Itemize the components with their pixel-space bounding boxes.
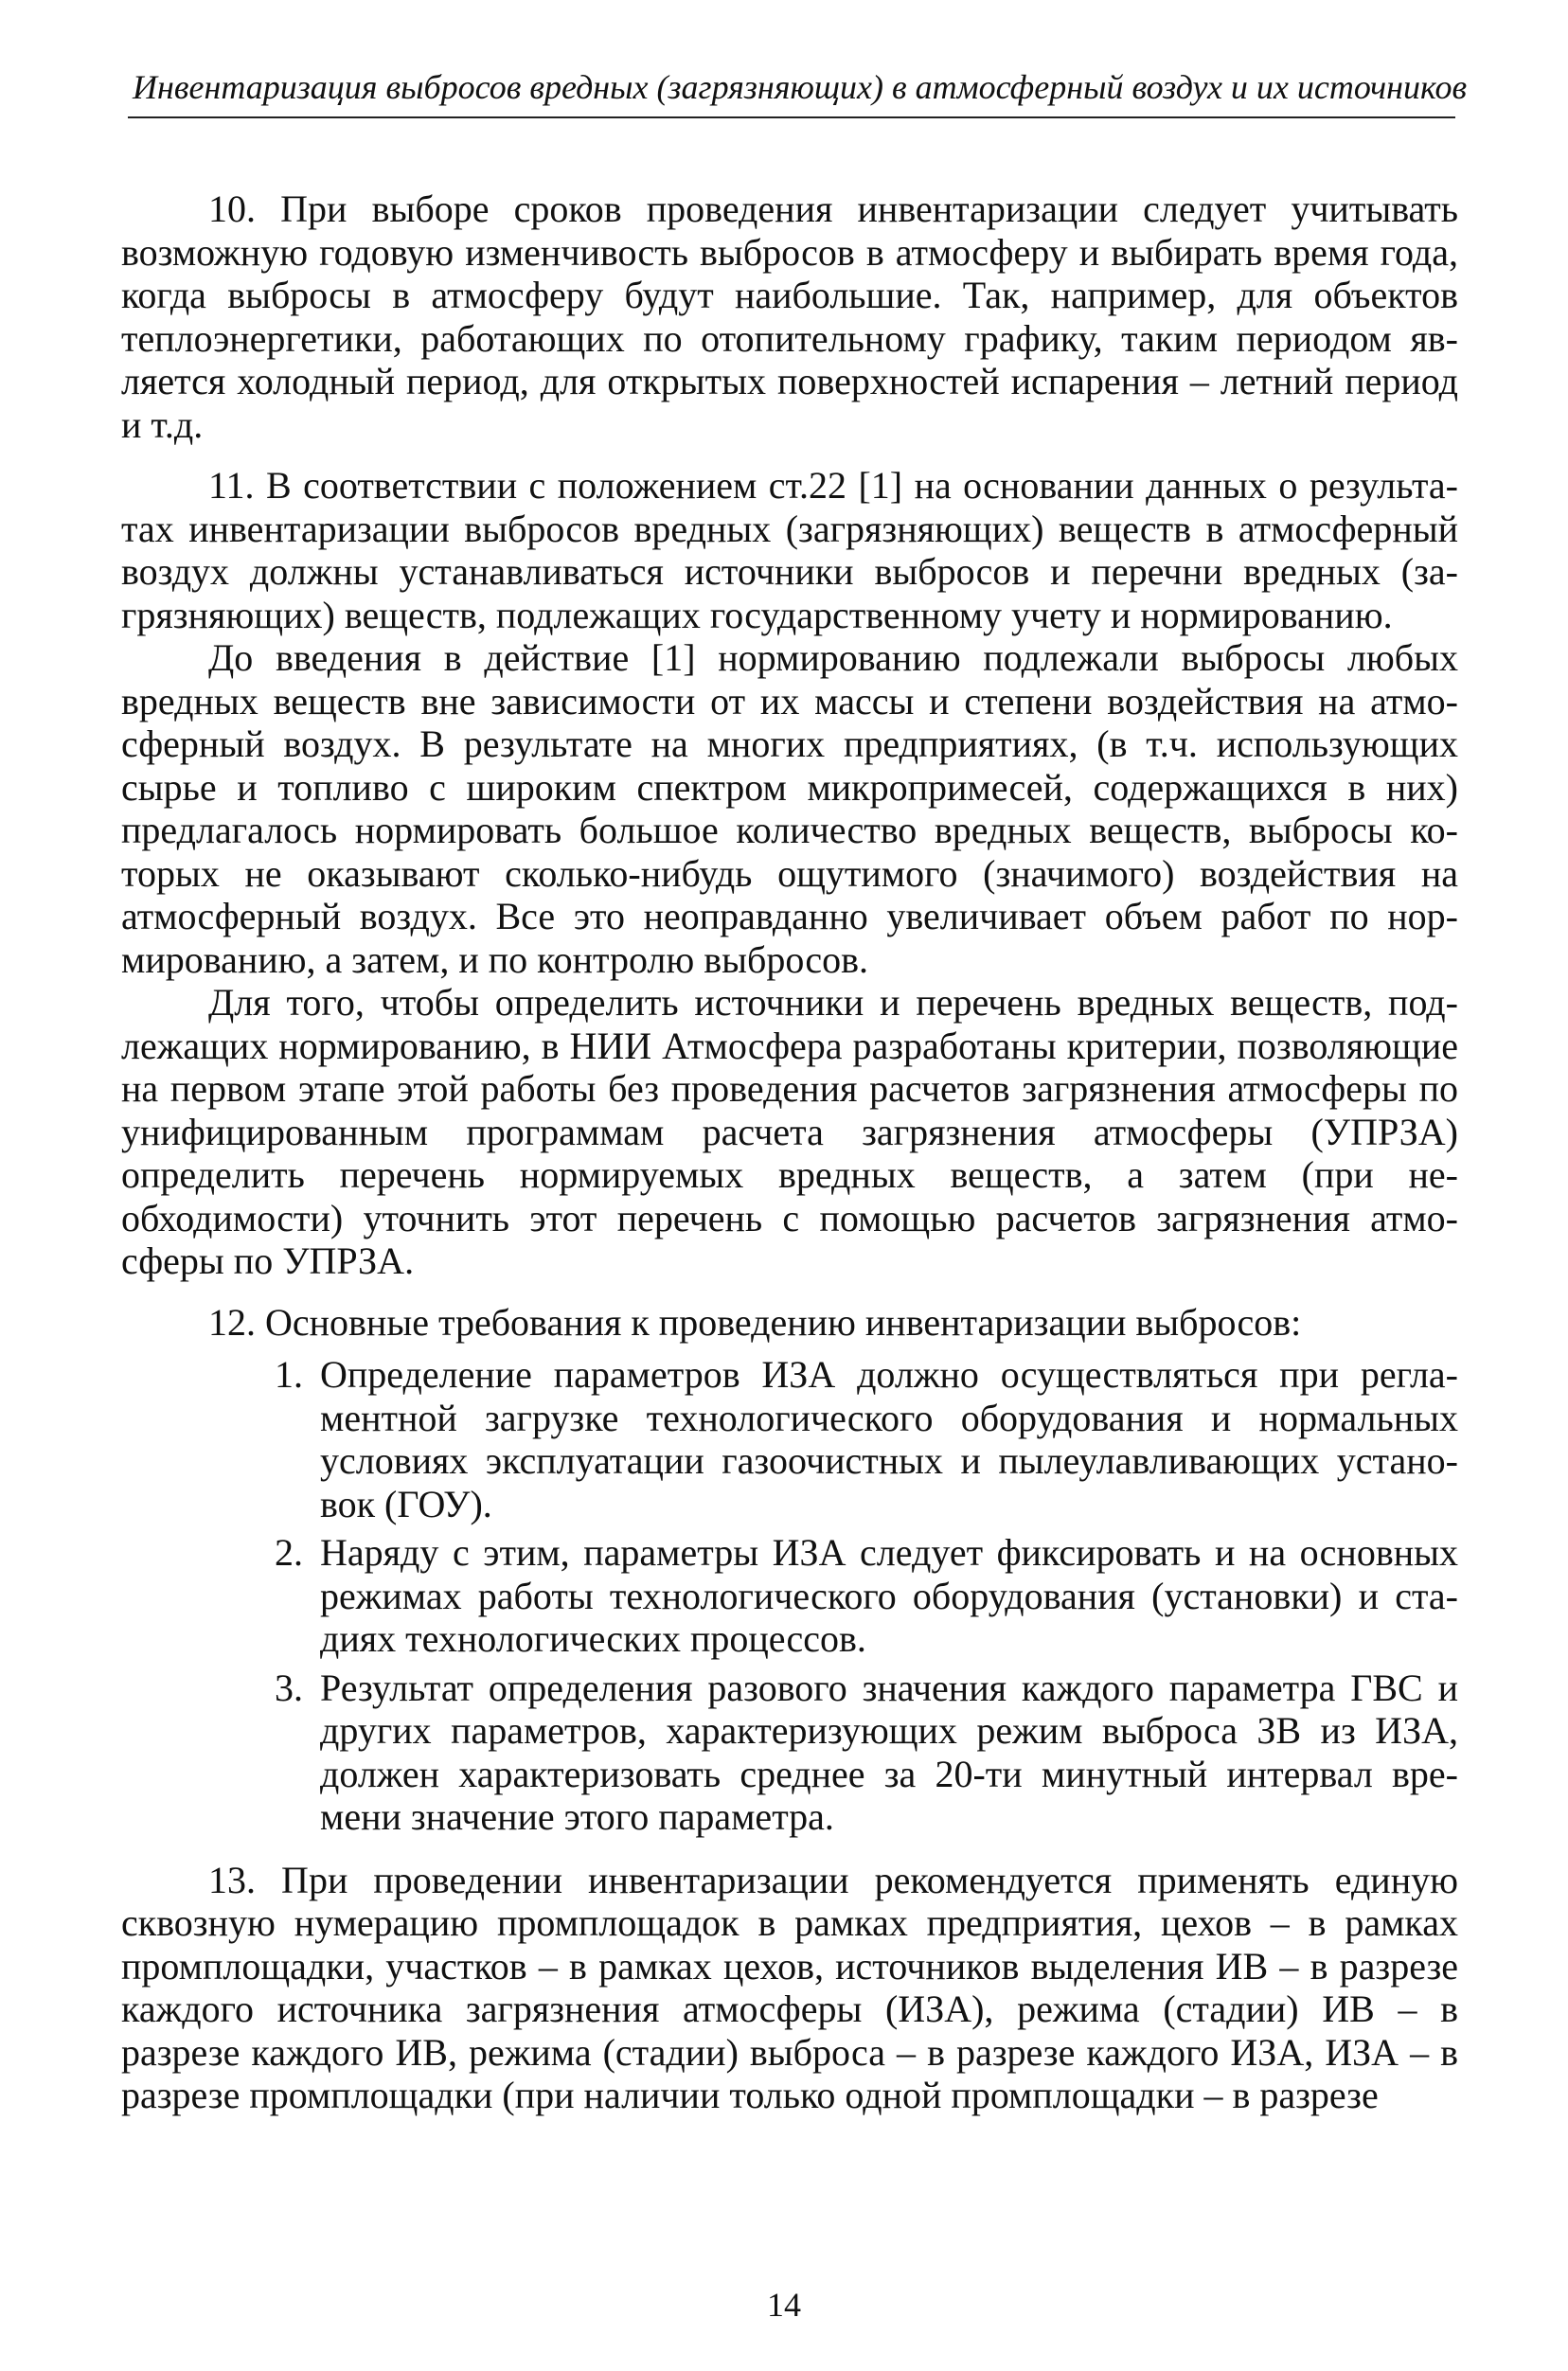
paragraph-11: 11. В соответствии с положением ст.22 [1] на основании данных о результатах инвентаризации выбросов вредных (загрязняющих) веществ в атмосферный воздух должны устанавливаться источники выбросов и перечни вредных (загрязняющих) веществ, подлежащих государственному учету и нормированию. — [121, 464, 1458, 636]
paragraph-12: 12. Основные требования к проведению инвентаризации выбросов: — [208, 1300, 1302, 1344]
list-item-text: Результат определения разового значения каждого параметра ГВС и других параметров, характеризующих режим выброса ЗВ из ИЗА, должен характеризовать среднее за 20-ти минутный интервал времени значение этого параметра. — [320, 1666, 1458, 1838]
paragraph-11-history: До введения в действие [1] нормированию подлежали выбросы любых вредных веществ вне зависимости от их массы и степени воздействия на атмосферный воздух. В результате на многих предприятиях, (в т.ч. использующих сырье и топливо с широким спектром микропримесей, содержащихся в них) предлагалось нормировать большое количество вредных веществ, выбросы которых не оказывают сколько-нибудь ощутимого (значимого) воздействия на атмосферный воздух. Все это неоправданно увеличивает объем работ по нормированию, а затем, и по контролю выбросов. — [121, 636, 1458, 981]
paragraph-13: 13. При проведении инвентаризации рекомендуется применять единую сквозную нумерацию промплощадок в рамках предприятия, цехов – в рамках промплощадки, участков – в рамках цехов, источников выделения ИВ – в разрезе каждого источника загрязнения атмосферы (ИЗА), режима (стадии) ИВ – в разрезе каждого ИВ, режима (стадии) выброса – в разрезе каждого ИЗА, ИЗА – в разрезе промплощадки (при наличии только одной промплощадки – в разрезе — [121, 1858, 1458, 2116]
list-item — [121, 1353, 1458, 1525]
list-item-number: 2. — [275, 1531, 303, 1574]
running-header: Инвентаризация выбросов вредных (загрязняющих) в атмосферный воздух и их источников — [133, 68, 1468, 106]
page-number: 14 — [767, 2286, 801, 2324]
list-item-number: 3. — [275, 1666, 303, 1709]
list-item-text: Наряду с этим, параметры ИЗА следует фиксировать и на основных режимах работы технологического оборудования (установки) и стадиях технологических процессов. — [320, 1531, 1458, 1660]
requirements-list — [121, 1353, 1458, 1839]
header-divider — [128, 116, 1455, 118]
list-item-number: 1. — [275, 1353, 303, 1396]
list-item-text: Определение параметров ИЗА должно осуществляться при регламентной загрузке технологического оборудования и нормальных условиях эксплуатации газоочистных и пылеулавливающих установок (ГОУ). — [320, 1353, 1458, 1525]
paragraph-10: 10. При выборе сроков проведения инвентаризации следует учитывать возможную годовую изменчивость выбросов в атмосферу и выбирать время года, когда выбросы в атмосферу будут наибольшие. Так, например, для объектов теплоэнергетики, работающих по отопительному графику, таким периодом является холодный период, для открытых поверхностей испарения – летний период и т.д. — [121, 187, 1458, 446]
list-item — [121, 1531, 1458, 1661]
list-item — [121, 1667, 1458, 1839]
paragraph-11-criteria: Для того, чтобы определить источники и перечень вредных веществ, подлежащих нормированию, в НИИ Атмосфера разработаны критерии, позволяющие на первом этапе этой работы без проведения расчетов загрязнения атмосферы по унифицированным программам расчета загрязнения атмосферы (УПРЗА) определить перечень нормируемых вредных веществ, а затем (при необходимости) уточнить этот перечень с помощью расчетов загрязнения атмосферы по УПРЗА. — [121, 981, 1458, 1282]
main-text — [121, 187, 1458, 2117]
